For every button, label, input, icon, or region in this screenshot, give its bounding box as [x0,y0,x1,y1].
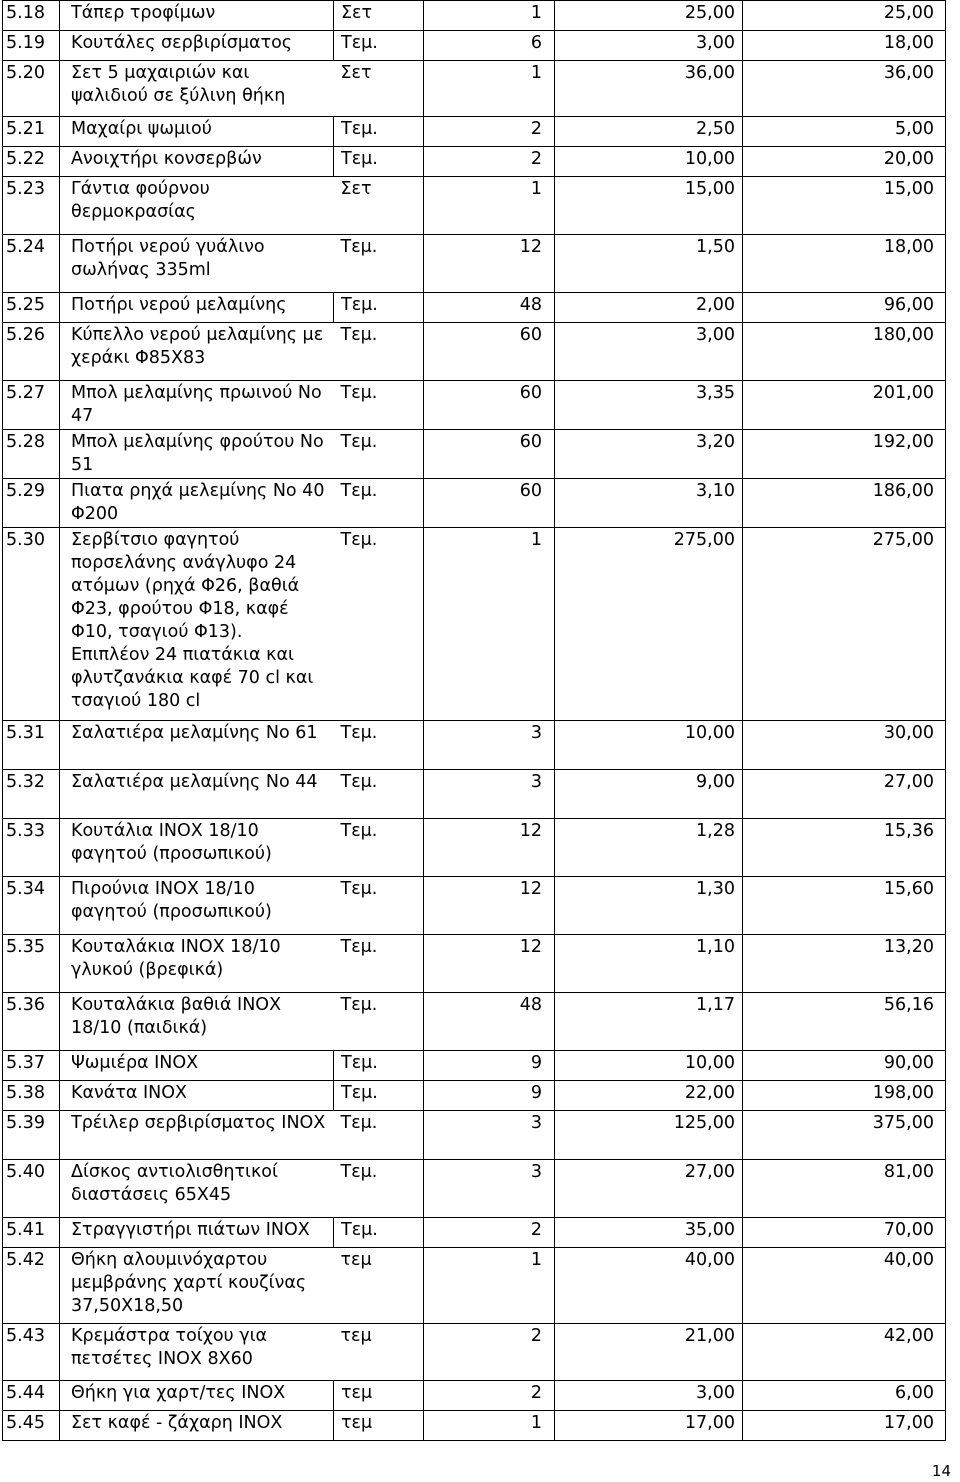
item-description-cell: Κουτάλες σερβιρίσματος [60,31,334,61]
table-row [3,993,946,1051]
table-row [3,479,946,528]
table-row [3,1081,946,1111]
item-code-cell: 5.25 [3,293,60,323]
item-unit-cell: Τεμ. [334,1051,424,1081]
item-code-cell: 5.29 [3,479,60,528]
item-total-cell: 5,00 [743,117,946,147]
item-description-cell: Γάντια φούρνου θερμοκρασίας [60,177,334,235]
item-unit-cell: Σετ [334,1,424,31]
table-row [3,147,946,177]
item-total-cell: 70,00 [743,1218,946,1248]
item-unit-cell: Τεμ. [334,117,424,147]
item-unit-price-cell: 2,50 [555,117,743,147]
item-code-cell: 5.19 [3,31,60,61]
item-description-cell: Τρέιλερ σερβιρίσματος ΙΝΟΧ [60,1111,334,1160]
item-code-cell: 5.31 [3,721,60,770]
item-code-cell: 5.44 [3,1381,60,1411]
item-unit-price-cell: 3,35 [555,381,743,430]
item-unit-price-cell: 2,00 [555,293,743,323]
item-unit-cell: Τεμ. [334,528,424,721]
item-quantity-cell: 3 [424,770,555,819]
item-unit-price-cell: 3,00 [555,31,743,61]
item-unit-cell: Τεμ. [334,993,424,1051]
table-row [3,721,946,770]
item-code-cell: 5.30 [3,528,60,721]
item-description-cell: Σετ 5 μαχαιριών και ψαλιδιού σε ξύλινη θήκη [60,61,334,117]
item-total-cell: 18,00 [743,31,946,61]
item-total-cell: 56,16 [743,993,946,1051]
item-unit-cell: Σετ [334,61,424,117]
item-quantity-cell: 60 [424,430,555,479]
table-row [3,235,946,293]
item-total-cell: 275,00 [743,528,946,721]
item-description-cell: Κύπελλο νερού μελαμίνης με χεράκι Φ85Χ83 [60,323,334,381]
item-code-cell: 5.21 [3,117,60,147]
item-quantity-cell: 1 [424,1248,555,1324]
item-code-cell: 5.27 [3,381,60,430]
item-unit-price-cell: 25,00 [555,1,743,31]
item-code-cell: 5.42 [3,1248,60,1324]
item-unit-price-cell: 10,00 [555,147,743,177]
item-unit-cell: Τεμ. [334,430,424,479]
item-total-cell: 15,36 [743,819,946,877]
item-description-cell: Κουταλάκια ΙΝΟΧ 18/10 γλυκού (βρεφικά) [60,935,334,993]
item-total-cell: 198,00 [743,1081,946,1111]
item-unit-cell: Τεμ. [334,147,424,177]
item-unit-cell: τεμ [334,1324,424,1381]
item-unit-price-cell: 15,00 [555,177,743,235]
item-code-cell: 5.33 [3,819,60,877]
item-code-cell: 5.39 [3,1111,60,1160]
item-code-cell: 5.36 [3,993,60,1051]
item-description-cell: Σαλατιέρα μελαμίνης Νο 61 [60,721,334,770]
item-unit-cell: Τεμ. [334,31,424,61]
item-code-cell: 5.37 [3,1051,60,1081]
item-code-cell: 5.26 [3,323,60,381]
item-unit-price-cell: 125,00 [555,1111,743,1160]
item-unit-cell: Τεμ. [334,323,424,381]
item-total-cell: 81,00 [743,1160,946,1218]
item-description-cell: Στραγγιστήρι πιάτων ΙΝΟΧ [60,1218,334,1248]
item-total-cell: 180,00 [743,323,946,381]
item-code-cell: 5.38 [3,1081,60,1111]
item-description-cell: Θήκη για χαρτ/τες ΙΝΟΧ [60,1381,334,1411]
table-row [3,935,946,993]
table-row [3,1218,946,1248]
table-row [3,1051,946,1081]
item-code-cell: 5.22 [3,147,60,177]
item-code-cell: 5.35 [3,935,60,993]
item-unit-cell: Τεμ. [334,293,424,323]
item-code-cell: 5.20 [3,61,60,117]
table-row [3,1160,946,1218]
item-code-cell: 5.40 [3,1160,60,1218]
item-description-cell: Σερβίτσιο φαγητού πορσελάνης ανάγλυφο 24 ατόμων (ρηχά Φ26, βαθιά Φ23, φρούτου Φ18, καφέ Φ10, τσαγιού Φ13). Επιπλέον 24 πιατάκια και φλυτζανάκια καφέ 70 cl και τσαγιού 180 cl [60,528,334,721]
item-code-cell: 5.18 [3,1,60,31]
item-unit-price-cell: 27,00 [555,1160,743,1218]
item-unit-price-cell: 1,28 [555,819,743,877]
item-total-cell: 13,20 [743,935,946,993]
item-unit-cell: Τεμ. [334,721,424,770]
item-unit-cell: Τεμ. [334,235,424,293]
items-table-body [3,1,946,1441]
item-unit-price-cell: 9,00 [555,770,743,819]
item-code-cell: 5.45 [3,1411,60,1441]
item-description-cell: Μαχαίρι ψωμιού [60,117,334,147]
item-unit-cell: Τεμ. [334,770,424,819]
item-total-cell: 201,00 [743,381,946,430]
table-row [3,1248,946,1324]
item-total-cell: 186,00 [743,479,946,528]
item-quantity-cell: 6 [424,31,555,61]
item-code-cell: 5.32 [3,770,60,819]
item-code-cell: 5.41 [3,1218,60,1248]
item-quantity-cell: 3 [424,1160,555,1218]
item-unit-cell: Σετ [334,177,424,235]
item-unit-cell: Τεμ. [334,935,424,993]
item-total-cell: 20,00 [743,147,946,177]
item-description-cell: Ποτήρι νερού γυάλινο σωλήνας 335ml [60,235,334,293]
item-unit-price-cell: 35,00 [555,1218,743,1248]
table-row [3,293,946,323]
item-quantity-cell: 1 [424,1411,555,1441]
item-code-cell: 5.23 [3,177,60,235]
item-quantity-cell: 1 [424,177,555,235]
item-total-cell: 25,00 [743,1,946,31]
item-unit-price-cell: 36,00 [555,61,743,117]
item-unit-cell: Τεμ. [334,1160,424,1218]
item-unit-cell: τεμ [334,1381,424,1411]
item-unit-cell: Τεμ. [334,1111,424,1160]
item-total-cell: 18,00 [743,235,946,293]
item-quantity-cell: 3 [424,721,555,770]
table-row [3,1411,946,1441]
item-total-cell: 90,00 [743,1051,946,1081]
table-row [3,528,946,721]
item-description-cell: Ψωμιέρα ΙΝΟΧ [60,1051,334,1081]
item-code-cell: 5.28 [3,430,60,479]
item-quantity-cell: 2 [424,1218,555,1248]
item-code-cell: 5.43 [3,1324,60,1381]
item-unit-cell: τεμ [334,1248,424,1324]
item-description-cell: Δίσκος αντιολισθητικοί διαστάσεις 65Χ45 [60,1160,334,1218]
item-quantity-cell: 2 [424,1324,555,1381]
item-quantity-cell: 12 [424,877,555,935]
item-unit-price-cell: 3,00 [555,323,743,381]
item-unit-cell: Τεμ. [334,877,424,935]
item-quantity-cell: 48 [424,293,555,323]
table-row [3,177,946,235]
table-row [3,877,946,935]
page-number: 14 [931,1462,951,1480]
item-unit-cell: τεμ [334,1411,424,1441]
item-quantity-cell: 12 [424,819,555,877]
item-quantity-cell: 1 [424,61,555,117]
item-quantity-cell: 60 [424,381,555,430]
item-total-cell: 6,00 [743,1381,946,1411]
item-total-cell: 17,00 [743,1411,946,1441]
table-row [3,1111,946,1160]
item-unit-price-cell: 10,00 [555,1051,743,1081]
table-row [3,31,946,61]
table-row [3,381,946,430]
item-total-cell: 375,00 [743,1111,946,1160]
table-row [3,61,946,117]
item-description-cell: Ανοιχτήρι κονσερβών [60,147,334,177]
item-description-cell: Κρεμάστρα τοίχου για πετσέτες ΙΝΟΧ 8Χ60 [60,1324,334,1381]
item-total-cell: 96,00 [743,293,946,323]
item-quantity-cell: 60 [424,323,555,381]
item-unit-price-cell: 1,17 [555,993,743,1051]
item-description-cell: Πιρούνια ΙΝΟΧ 18/10 φαγητού (προσωπικού) [60,877,334,935]
item-unit-price-cell: 17,00 [555,1411,743,1441]
item-unit-price-cell: 275,00 [555,528,743,721]
item-description-cell: Θήκη αλουμινόχαρτου μεμβράνης χαρτί κουζίνας 37,50Χ18,50 [60,1248,334,1324]
table-row [3,323,946,381]
item-quantity-cell: 60 [424,479,555,528]
item-total-cell: 15,00 [743,177,946,235]
item-description-cell: Μπολ μελαμίνης πρωινού Νο 47 [60,381,334,430]
item-quantity-cell: 2 [424,147,555,177]
item-quantity-cell: 2 [424,1381,555,1411]
table-row [3,819,946,877]
item-quantity-cell: 9 [424,1051,555,1081]
item-total-cell: 30,00 [743,721,946,770]
item-unit-price-cell: 1,30 [555,877,743,935]
item-description-cell: Κανάτα ΙΝΟΧ [60,1081,334,1111]
table-row [3,1381,946,1411]
item-total-cell: 40,00 [743,1248,946,1324]
item-unit-price-cell: 3,10 [555,479,743,528]
item-description-cell: Σαλατιέρα μελαμίνης Νο 44 [60,770,334,819]
item-quantity-cell: 1 [424,1,555,31]
item-unit-price-cell: 10,00 [555,721,743,770]
items-table [2,0,946,1441]
item-quantity-cell: 2 [424,117,555,147]
item-unit-price-cell: 3,20 [555,430,743,479]
item-unit-price-cell: 1,50 [555,235,743,293]
item-total-cell: 36,00 [743,61,946,117]
table-row [3,117,946,147]
item-unit-price-cell: 1,10 [555,935,743,993]
item-description-cell: Σετ καφέ - ζάχαρη ΙΝΟΧ [60,1411,334,1441]
item-quantity-cell: 9 [424,1081,555,1111]
item-unit-price-cell: 40,00 [555,1248,743,1324]
item-total-cell: 27,00 [743,770,946,819]
item-description-cell: Ποτήρι νερού μελαμίνης [60,293,334,323]
item-description-cell: Τάπερ τροφίμων [60,1,334,31]
item-unit-price-cell: 22,00 [555,1081,743,1111]
item-quantity-cell: 12 [424,935,555,993]
item-quantity-cell: 3 [424,1111,555,1160]
item-unit-cell: Τεμ. [334,1081,424,1111]
item-quantity-cell: 12 [424,235,555,293]
item-total-cell: 192,00 [743,430,946,479]
item-total-cell: 15,60 [743,877,946,935]
item-unit-cell: Τεμ. [334,1218,424,1248]
item-description-cell: Κουτάλια ΙΝΟΧ 18/10 φαγητού (προσωπικού) [60,819,334,877]
item-unit-cell: Τεμ. [334,479,424,528]
item-quantity-cell: 1 [424,528,555,721]
item-description-cell: Πιατα ρηχά μελεμίνης Νο 40 Φ200 [60,479,334,528]
item-unit-price-cell: 3,00 [555,1381,743,1411]
item-description-cell: Κουταλάκια βαθιά ΙΝΟΧ 18/10 (παιδικά) [60,993,334,1051]
table-row [3,770,946,819]
item-code-cell: 5.24 [3,235,60,293]
item-code-cell: 5.34 [3,877,60,935]
table-row [3,1324,946,1381]
item-unit-price-cell: 21,00 [555,1324,743,1381]
item-unit-cell: Τεμ. [334,381,424,430]
item-total-cell: 42,00 [743,1324,946,1381]
item-unit-cell: Τεμ. [334,819,424,877]
table-row [3,1,946,31]
item-description-cell: Μπολ μελαμίνης φρούτου Νο 51 [60,430,334,479]
item-quantity-cell: 48 [424,993,555,1051]
table-row [3,430,946,479]
